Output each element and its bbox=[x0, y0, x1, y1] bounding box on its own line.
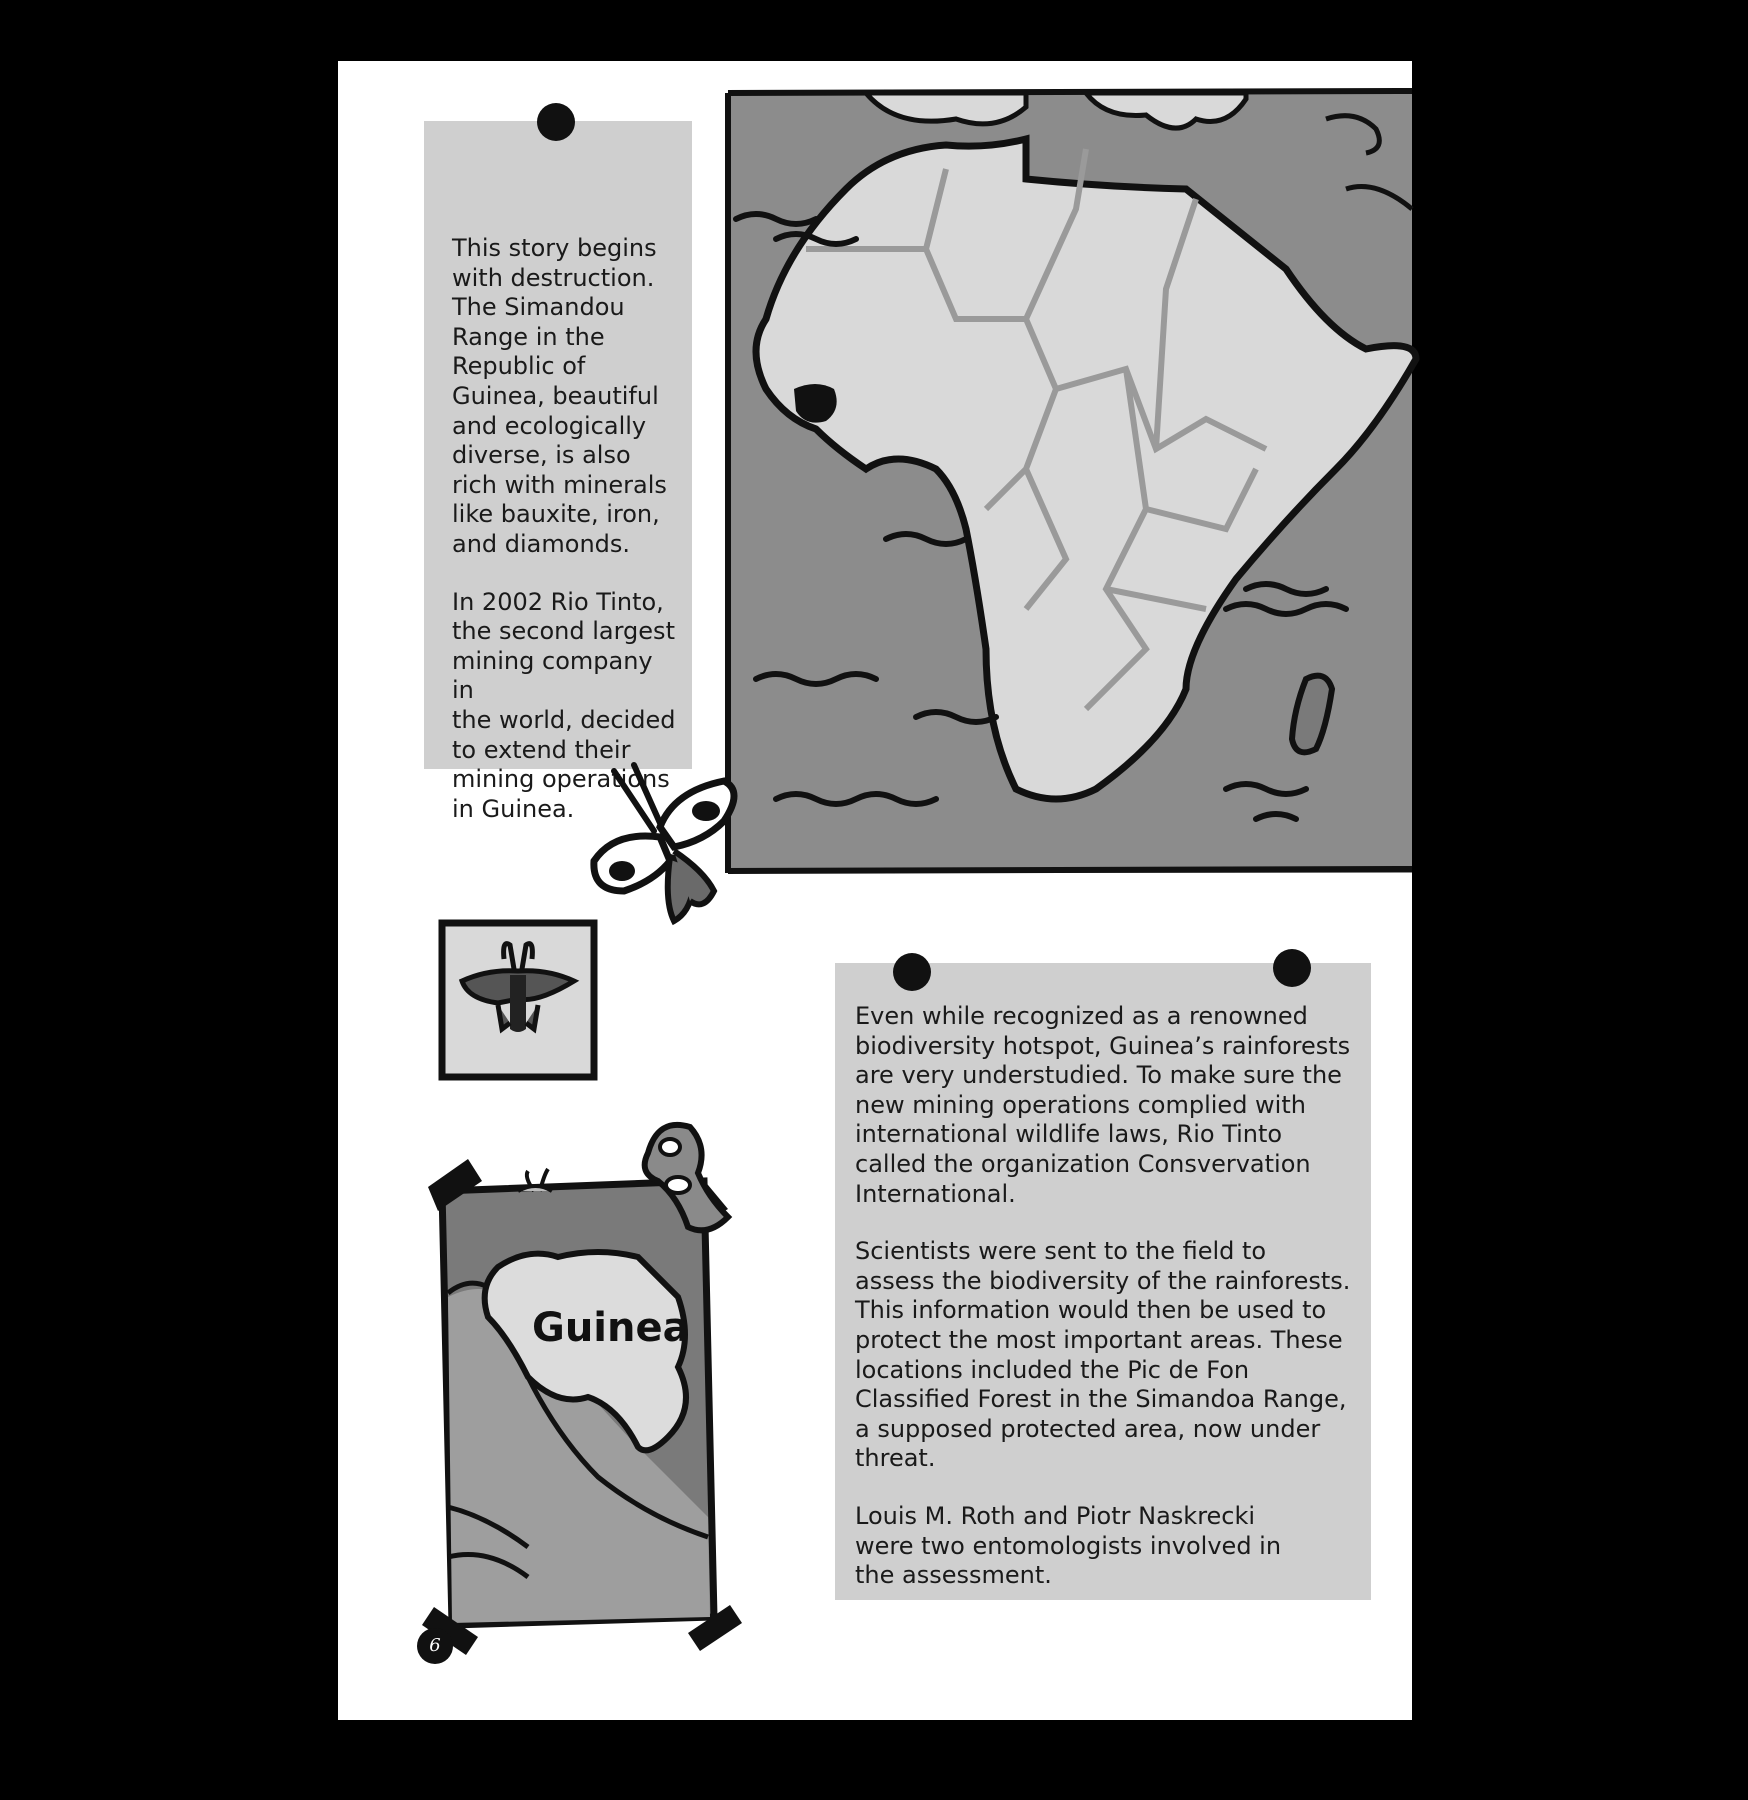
pin-icon bbox=[893, 953, 931, 991]
butterfly-illustration bbox=[574, 761, 754, 941]
africa-map-illustration bbox=[726, 89, 1412, 873]
page-number: 6 bbox=[417, 1628, 453, 1664]
moth-frame-illustration bbox=[438, 919, 598, 1081]
intro-paragraph-2: In 2002 Rio Tinto, the second largest mining company in the world, decided to extend their mining operations in Guinea. bbox=[452, 587, 676, 823]
pin-icon bbox=[1273, 949, 1311, 987]
assessment-paragraph-2: Scientists were sent to the field to assess the biodiversity of the rainforests. This information would then be used to protect the most important areas. These locations included the Pic de Fon Classified Forest in the Simandoa Range, a supposed protected area, now under threat. bbox=[855, 1237, 1351, 1473]
assessment-paragraph-3: Louis M. Roth and Piotr Naskrecki were two entomologists involved in the assessment. bbox=[855, 1501, 1282, 1590]
guinea-map-label: Guinea bbox=[532, 1305, 690, 1351]
pin-icon bbox=[537, 103, 575, 141]
intro-paragraph-1: This story begins with destruction. The Simandou Range in the Republic of Guinea, beautiful and ecologically diverse, is also rich with minerals like bauxite, iron, and diamonds. bbox=[452, 234, 667, 558]
assessment-paragraph-1: Even while recognized as a renowned biodiversity hotspot, Guinea’s rainforests are very understudied. To make sure the new mining operations complied with international wildlife laws, Rio Tinto called the organization Consvervation International. bbox=[855, 1002, 1351, 1208]
intro-note bbox=[424, 121, 692, 823]
comic-page bbox=[338, 61, 1412, 1720]
assessment-note bbox=[835, 963, 1371, 1600]
guinea-map-illustration bbox=[408, 1077, 738, 1637]
